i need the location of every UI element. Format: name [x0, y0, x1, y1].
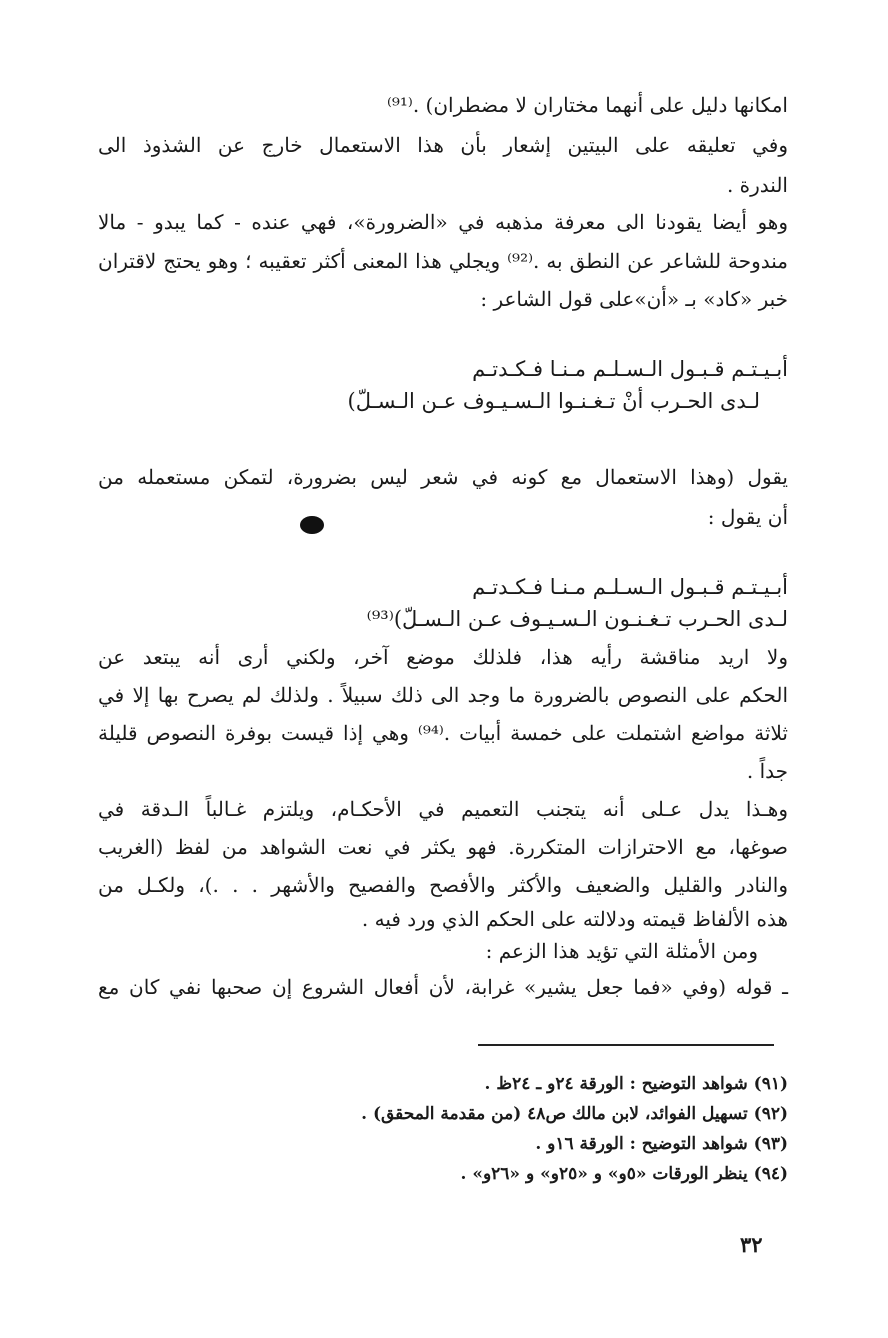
verse-hemistich: لـدى الحـرب تـغـنـون الـسـيـوف عـن الـسـلّ)⁽⁹³⁾	[366, 607, 788, 631]
footnote: (٩٤) ينظر الورقات «٥و» و «٢٥و» و «٢٦و» .	[460, 1164, 788, 1184]
text-line: جداً .	[746, 759, 788, 783]
ink-blot	[300, 516, 324, 534]
text-line: وهو أيضا يقودنا الى معرفة مذهبه في «الضرورة»، فهي عنده - كما يبدو - مالا	[98, 210, 788, 234]
text-line: ولا اريد مناقشة رأيه هذا، فلذلك موضع آخر، ولكني أرى أنه يبتعد عن	[98, 645, 788, 669]
text-line: صوغها، مع الاحترازات المتكررة. فهو يكثر في نعت الشواهد من لفظ (الغريب	[98, 835, 788, 859]
footnote-divider	[478, 1044, 774, 1046]
text-line: يقول (وهذا الاستعمال مع كونه في شعر ليس بضرورة، لتمكن مستعمله من	[98, 465, 788, 489]
footnote: (٩١) شواهد التوضيح : الورقة ٢٤و ـ ٢٤ظ .	[484, 1074, 788, 1094]
text-line: الحكم على النصوص بالضرورة ما وجد الى ذلك سبيلاً . ولذلك لم يصرح بها إلا في	[98, 683, 788, 707]
text-line: والنادر والقليل والضعيف والأكثر والأفصح والفصيح والأشهر . . .)، ولكـل من	[98, 873, 788, 897]
verse-hemistich: أبـيـتـم قـبـول الـسـلـم مـنـا فـكـدتـم	[472, 575, 788, 599]
text-line: وفي تعليقه على البيتين إشعار بأن هذا الاستعمال خارج عن الشذوذ الى	[98, 133, 788, 157]
footnote: (٩٣) شواهد التوضيح : الورقة ١٦و .	[535, 1134, 788, 1154]
text-line: الندرة .	[726, 173, 788, 197]
page-number: ٣٢	[740, 1232, 763, 1257]
text-line: خبر «كاد» بـ «أن»على قول الشاعر :	[480, 287, 788, 311]
text-line: ثلاثة مواضع اشتملت على خمسة أبيات .⁽⁹⁴⁾ وهي إذا قيست بوفرة النصوص قليلة	[98, 721, 788, 745]
verse-hemistich: أبـيـتـم قـبـول الـسـلـم مـنـا فـكـدتـم	[472, 357, 788, 381]
text-line: امكانها دليل على أنهما مختاران لا مضطران) .⁽⁹¹⁾	[386, 93, 788, 117]
text-line: مندوحة للشاعر عن النطق به .⁽⁹²⁾ ويجلي هذا المعنى أكثر تعقيبه ؛ وهو يحتج لاقتران	[98, 249, 789, 273]
text-line: وهـذا يدل عـلى أنه يتجنب التعميم في الأحكـام، ويلتزم غـالباً الـدقة في	[98, 797, 788, 821]
text-line: ومن الأمثلة التي تؤيد هذا الزعم :	[485, 939, 758, 963]
text-line: ـ قوله (وفي «فما جعل يشير» غرابة، لأن أفعال الشروع إن صحبها نفي كان مع	[98, 975, 788, 999]
text-line: هذه الألفاظ قيمته ودلالته على الحكم الذي ورد فيه .	[361, 907, 788, 931]
text-line: أن يقول :	[707, 505, 788, 529]
footnote: (٩٢) تسهيل الفوائد، لابن مالك ص٤٨ (من مقدمة المحقق) .	[361, 1104, 788, 1124]
verse-hemistich: لـدى الحـرب أنْ تـغـنـوا الـسـيـوف عـن الـسـلّ)	[347, 389, 760, 413]
